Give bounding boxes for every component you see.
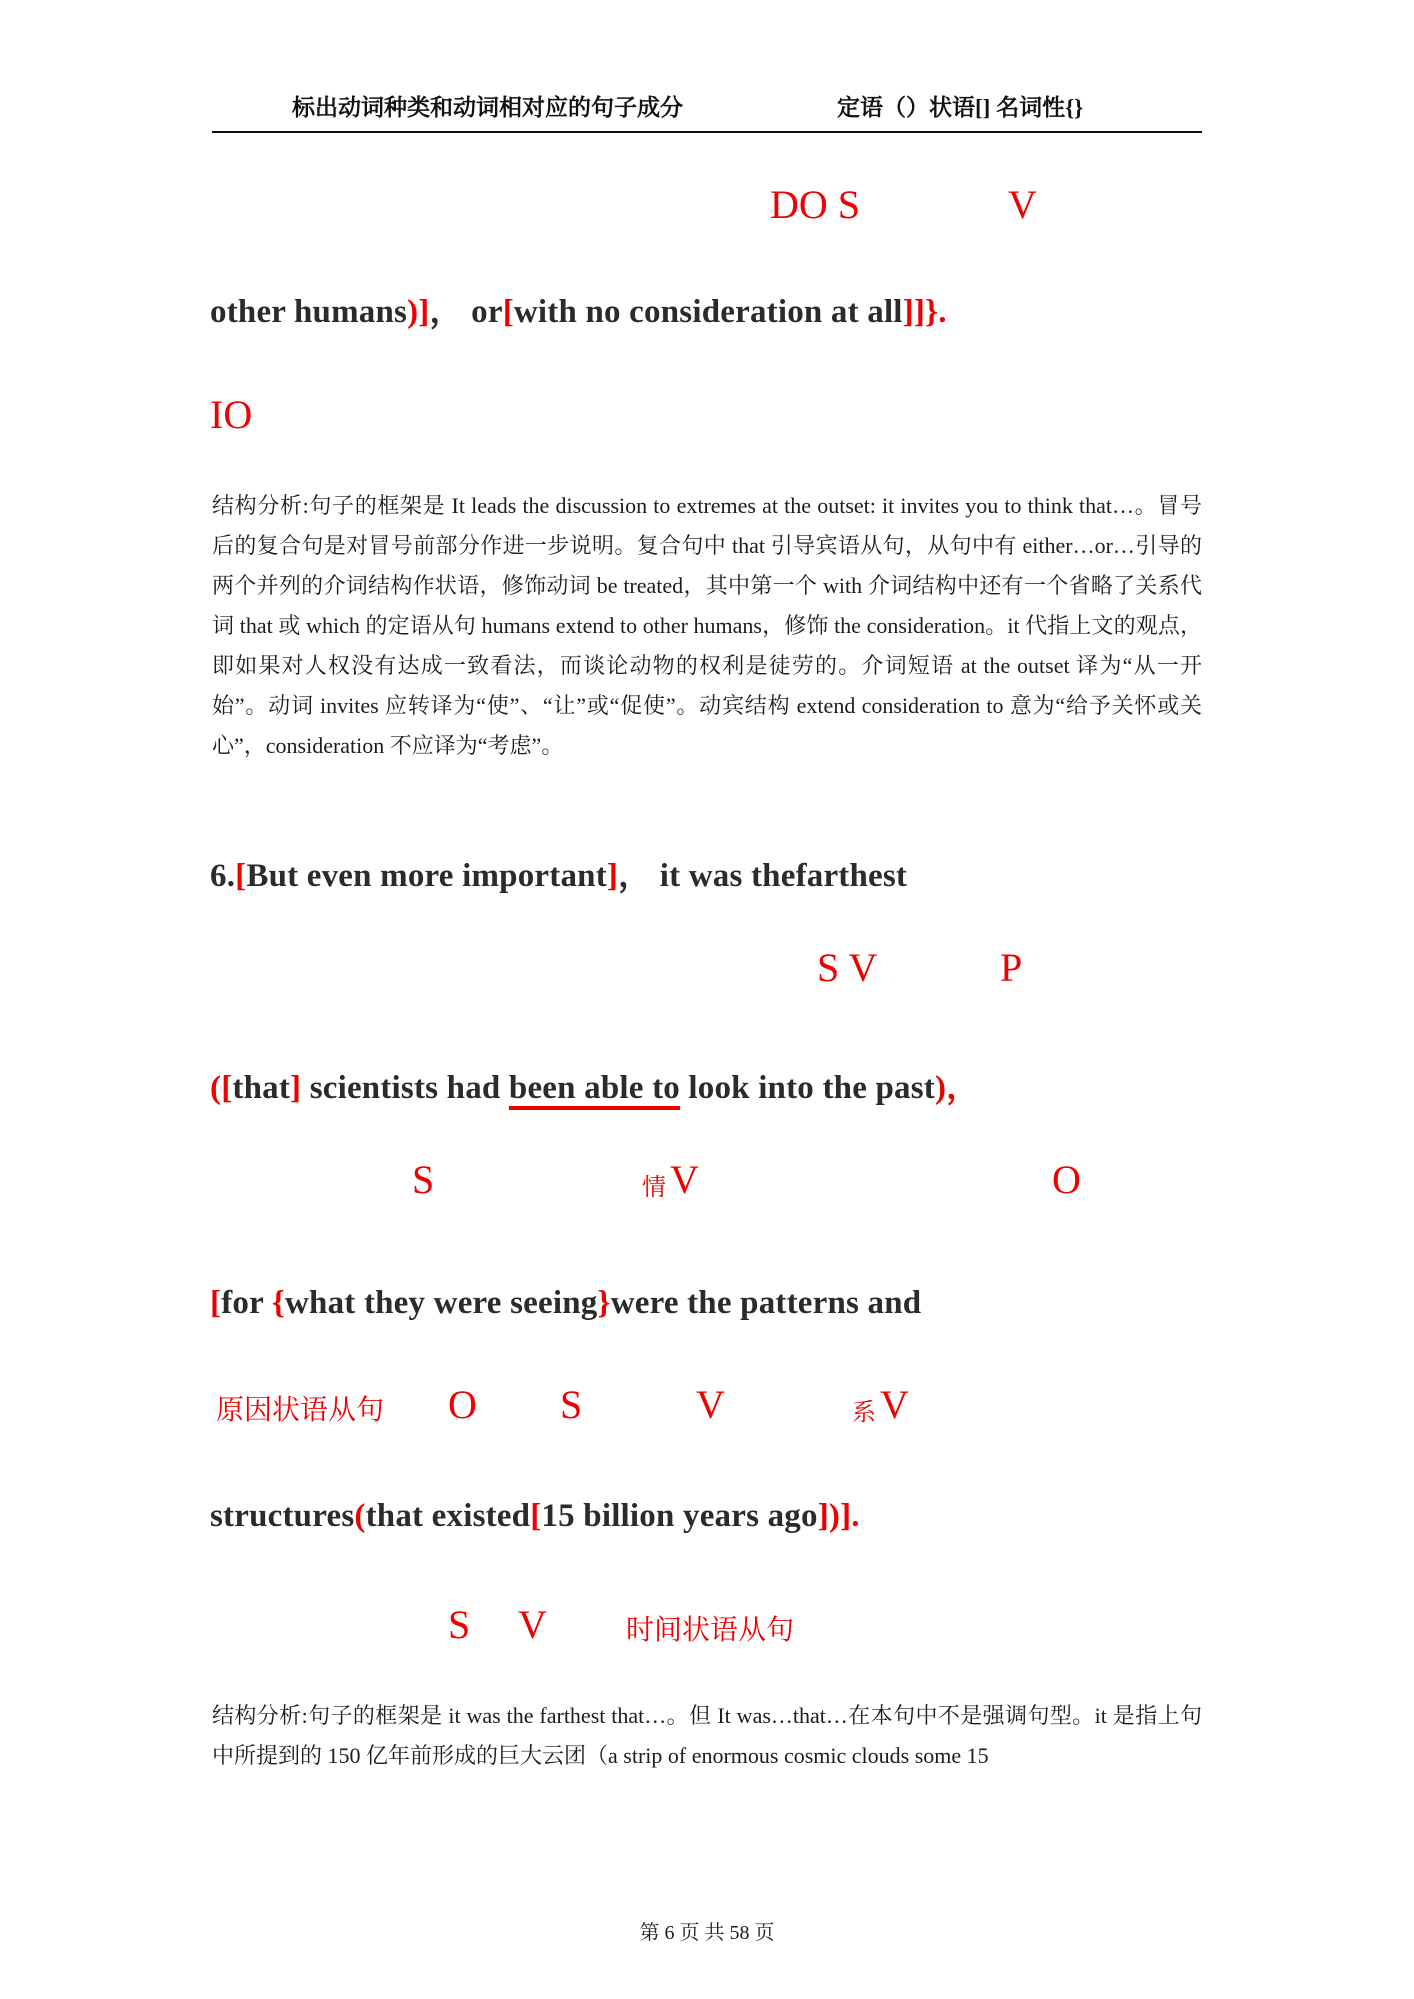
annotation-s: S — [412, 1157, 435, 1202]
red-bracket-segment: [ — [210, 1285, 222, 1321]
header-legend: 定语（）状语[] 名词性{} — [837, 95, 1084, 120]
sentence-that-scientists — [210, 1068, 979, 1109]
text-segment: But even more important — [246, 858, 607, 894]
red-bracket-segment: ( — [210, 1070, 222, 1106]
red-bracket-segment: ] — [290, 1070, 302, 1106]
text-segment: with no consideration at all — [513, 294, 903, 330]
annotation-o: O — [448, 1382, 477, 1427]
text-segment: it was thefarthest — [651, 858, 908, 894]
annotation-v: V — [696, 1382, 725, 1427]
red-bracket-segment: [ — [221, 1070, 233, 1106]
red-bracket-segment: )， — [934, 1070, 980, 1106]
text-segment: look into the past — [679, 1070, 935, 1106]
text-segment: or — [462, 294, 503, 330]
annotation-io: IO — [210, 392, 253, 437]
annotation-o: O — [1052, 1157, 1081, 1202]
sentence-6-heading — [210, 856, 907, 897]
annotation-link-verb-label: 系 — [852, 1400, 876, 1426]
red-bracket-segment: ]]}. — [902, 294, 947, 330]
annotation-row-do-s-v — [0, 181, 1414, 225]
annotation-s: S — [560, 1382, 583, 1427]
underlined-segment: been able to — [508, 1070, 680, 1106]
red-bracket-segment: [ — [235, 858, 247, 894]
header-title: 标出动词种类和动词相对应的句子成分 — [292, 95, 683, 120]
annotation-v: V — [1008, 182, 1037, 227]
text-segment: ， — [618, 858, 652, 894]
red-bracket-segment: [ — [502, 294, 514, 330]
annotation-p: P — [1000, 945, 1023, 990]
annotation-reason-clause-label: 原因状语从句 — [216, 1395, 385, 1426]
analysis-paragraph-1: 结构分析:句子的框架是 It leads the discussion to extremes at the outset: it invites you to think that…。冒号后的复合句是对冒号前部分作进一步说明。复合句中 that 引导宾语从句，从句中有 either…or…引导的两个并列的介词结构作状语，修饰动词 be treated，其中第一个 with 介词结构中还有一个省略了关系代词 that 或 which 的定语从句 humans extend to other humans，修饰 the consideration。it 代指上文的观点，即如果对人权没有达成一致看法，而谈论动物的权利是徒劳的。介词短语 at the outset 译为“从一开始”。动词 invites 应转译为“使”、“让”或“促使”。动宾结构 extend consideration to 意为“给予关怀或关心”，consideration 不应译为“考虑”。 — [212, 493, 1202, 758]
text-segment: structures — [210, 1498, 355, 1534]
red-bracket-segment: )] — [407, 294, 430, 330]
text-segment: scientists had — [301, 1070, 509, 1106]
red-bracket-segment: [ — [530, 1498, 542, 1534]
text-segment: 15 billion years ago — [541, 1498, 818, 1534]
analysis-paragraph-2: 结构分析:句子的框架是 it was the farthest that…。但 It was…that…在本句中不是强调句型。it 是指上句中所提到的 150 亿年前形成的巨大云团（a strip of enormous cosmic clouds some 15 — [212, 1703, 1202, 1768]
sentence-other-humans — [210, 292, 947, 333]
page-number: 第 6 页 共 58 页 — [639, 1922, 775, 1944]
annotation-s-v: S V — [817, 945, 878, 990]
sentence-structures — [210, 1496, 860, 1537]
text-segment: ， — [429, 294, 463, 330]
annotation-row-reason-clause — [0, 1381, 1414, 1425]
annotation-row-s-modalv-o — [0, 1156, 1414, 1200]
annotation-do-s: DO S — [770, 182, 861, 227]
annotation-row-s-v-time-clause — [0, 1601, 1414, 1645]
text-segment: that existed — [365, 1498, 531, 1534]
annotation-row-s-v-p — [0, 944, 1414, 988]
text-segment: for — [221, 1285, 272, 1321]
annotation-v: V — [670, 1157, 699, 1202]
red-bracket-segment: ])]. — [817, 1498, 860, 1534]
text-segment: other humans — [210, 294, 408, 330]
red-bracket-segment: ] — [606, 858, 619, 894]
annotation-v: V — [518, 1602, 547, 1647]
page-footer — [0, 1916, 1414, 1945]
sentence-for-what — [210, 1283, 921, 1324]
annotation-time-clause-label: 时间状语从句 — [626, 1615, 795, 1646]
annotation-v: V — [880, 1382, 909, 1427]
annotation-row-io — [0, 391, 1414, 435]
red-bracket-segment: ( — [354, 1498, 366, 1534]
text-segment: were the patterns and — [610, 1285, 922, 1321]
text-segment: what they were seeing — [285, 1285, 598, 1321]
red-bracket-segment: { — [271, 1285, 286, 1321]
annotation-modal-label: 情 — [642, 1175, 666, 1201]
header-divider — [212, 131, 1202, 133]
red-bracket-segment: } — [597, 1285, 611, 1321]
text-segment: 6. — [210, 858, 236, 894]
annotation-s: S — [448, 1602, 471, 1647]
text-segment: that — [232, 1070, 291, 1106]
